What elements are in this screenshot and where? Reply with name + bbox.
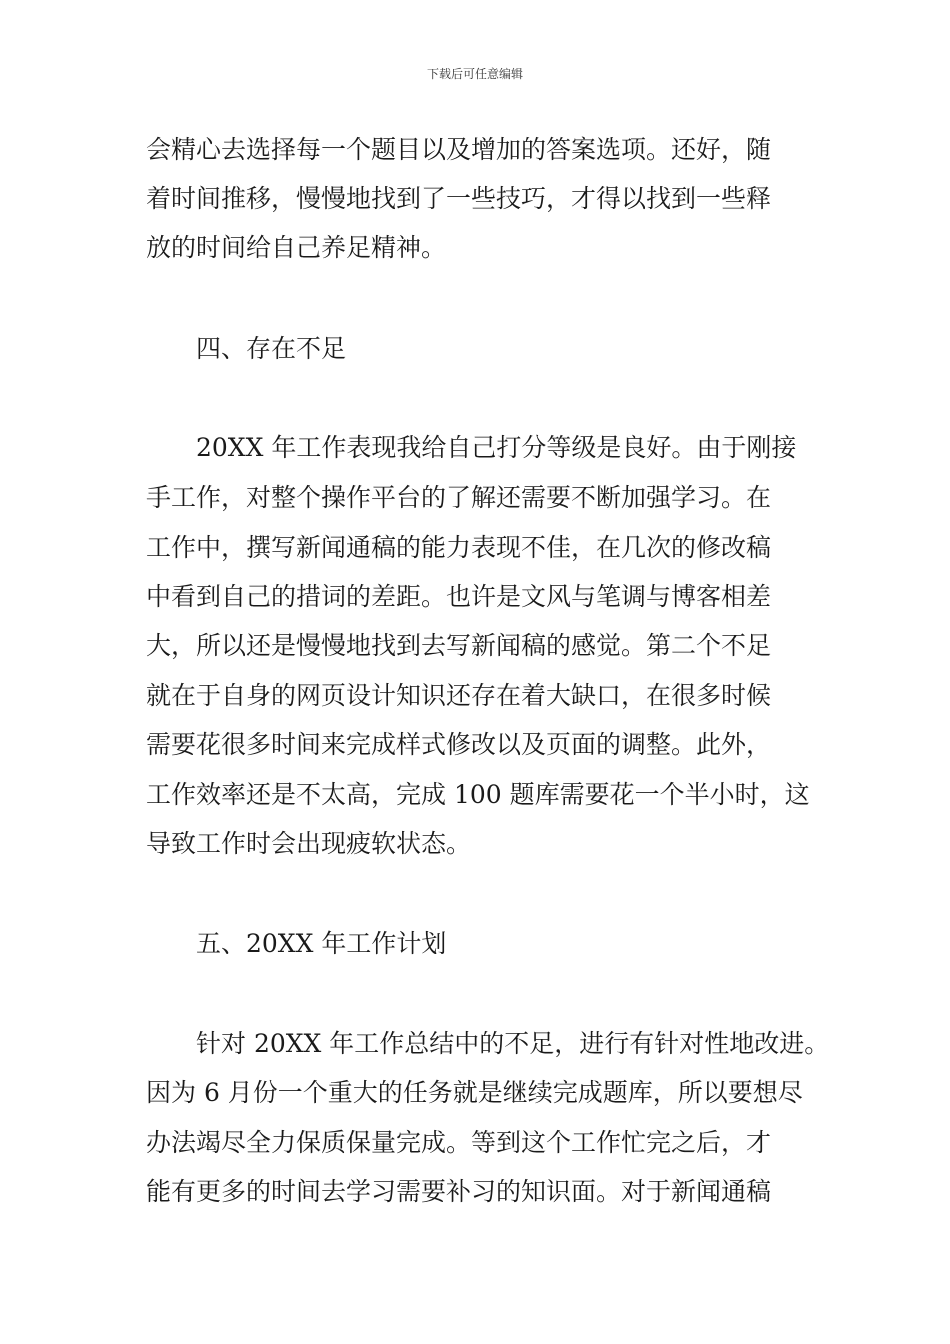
paragraph-line: 大，所以还是慢慢地找到去写新闻稿的感觉。第二个不足 bbox=[146, 631, 772, 660]
paragraph-line: 针对 20XX 年工作总结中的不足，进行有针对性地改进。 bbox=[196, 1029, 830, 1058]
paragraph-line: 放的时间给自己养足精神。 bbox=[146, 233, 447, 262]
paragraph-line: 中看到自己的措词的差距。也许是文风与笔调与博客相差 bbox=[146, 582, 772, 611]
paragraph-line: 工作中，撰写新闻通稿的能力表现不佳，在几次的修改稿 bbox=[146, 533, 772, 562]
paragraph-line: 就在于自身的网页设计知识还存在着大缺口，在很多时候 bbox=[146, 681, 772, 710]
page-header-note: 下载后可任意编辑 bbox=[426, 67, 523, 81]
paragraph-line: 导致工作时会出现疲软状态。 bbox=[146, 829, 472, 858]
paragraph-line: 工作效率还是不太高，完成 100 题库需要花一个半小时，这 bbox=[146, 780, 810, 809]
paragraph-line: 办法竭尽全力保质保量完成。等到这个工作忙完之后，才 bbox=[146, 1128, 772, 1157]
paragraph-line: 因为 6 月份一个重大的任务就是继续完成题库，所以要想尽 bbox=[146, 1078, 803, 1107]
paragraph-line: 着时间推移，慢慢地找到了一些技巧，才得以找到一些释 bbox=[146, 184, 772, 213]
paragraph-line: 手工作，对整个操作平台的了解还需要不断加强学习。在 bbox=[146, 483, 772, 512]
paragraph-line: 20XX 年工作表现我给自己打分等级是良好。由于刚接 bbox=[196, 433, 797, 462]
section-heading: 四、存在不足 bbox=[196, 334, 347, 363]
paragraph-line: 需要花很多时间来完成样式修改以及页面的调整。此外， bbox=[146, 730, 772, 759]
paragraph-line: 会精心去选择每一个题目以及增加的答案选项。还好，随 bbox=[146, 135, 772, 164]
paragraph-line: 能有更多的时间去学习需要补习的知识面。对于新闻通稿 bbox=[146, 1177, 772, 1206]
section-heading: 五、20XX 年工作计划 bbox=[196, 929, 447, 958]
